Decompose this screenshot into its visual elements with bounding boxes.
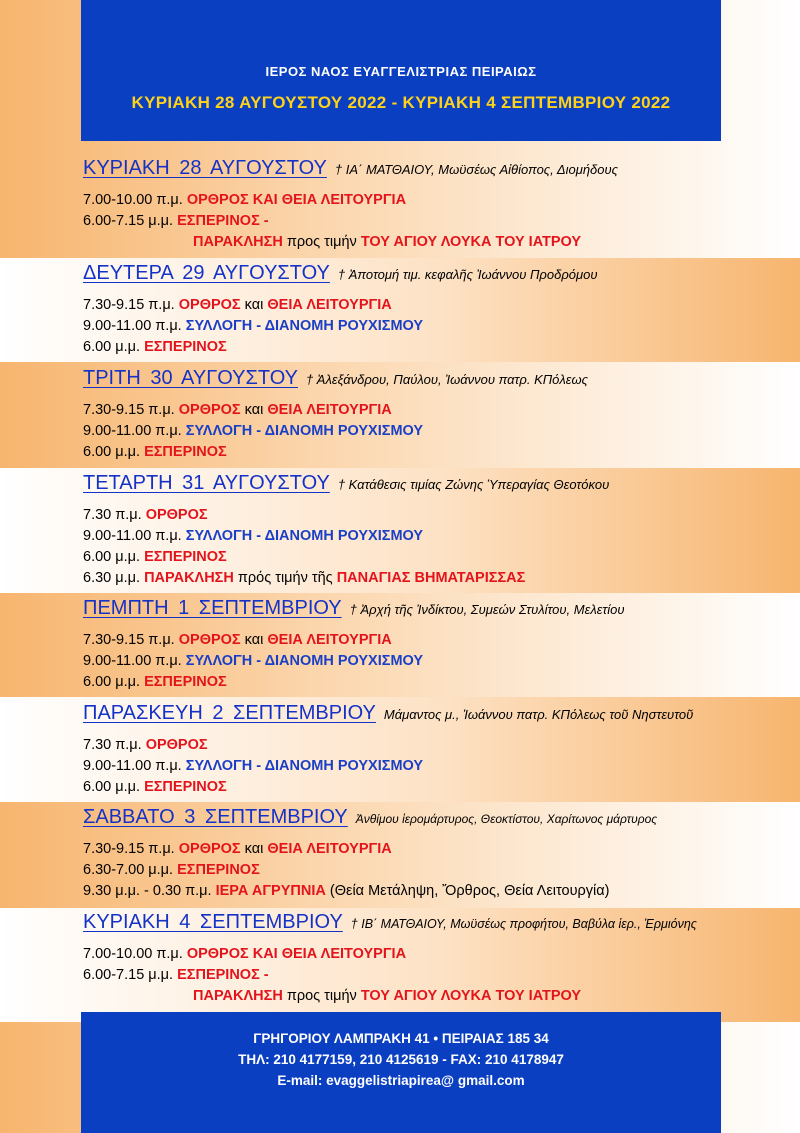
- service-name: ΘΕΙΑ ΛΕΙΤΟΥΡΓΙΑ: [267, 841, 392, 857]
- service-connector: και: [244, 632, 264, 648]
- service-name: ΙΕΡΑ ΑΓΡΥΠΝΙΑ: [215, 883, 326, 899]
- service-time: 7.30-9.15 π.μ.: [83, 402, 175, 418]
- service-connector: και: [244, 841, 264, 857]
- email: E-mail: evaggelistriapirea@ gmail.com: [277, 1073, 525, 1088]
- service-time: 7.30 π.μ.: [83, 507, 142, 523]
- service-time: 6.30 μ.μ.: [83, 570, 141, 586]
- service-line: [83, 946, 406, 962]
- service-time: 6.00 μ.μ.: [83, 674, 141, 690]
- service-name: ΕΣΠΕΡΙΝΟΣ -: [177, 213, 269, 229]
- service-name: ΕΣΠΕΡΙΝΟΣ: [144, 444, 227, 460]
- service-line: [83, 737, 208, 753]
- service-line: [83, 632, 392, 648]
- service-line: [83, 444, 227, 460]
- day-title: ΤΡΙΤΗ 30 ΑΥΓΟΥΣΤΟΥ: [83, 367, 298, 389]
- service-line: [83, 570, 525, 586]
- saints-of-day: † ΙΒ΄ ΜΑΤΘΑΙΟΥ, Μωϋσέως προφήτου, Βαβύλα ἱερ., Ἑρμιόνης: [350, 917, 697, 931]
- service-time: 9.00-11.00 π.μ.: [83, 758, 182, 774]
- day-title: ΚΥΡΙΑΚΗ 28 ΑΥΓΟΥΣΤΟΥ: [83, 157, 327, 179]
- service-line: [83, 549, 227, 565]
- service-line: [193, 234, 581, 250]
- phone-numbers: ΤΗΛ: 210 4177159, 210 4125619 - FAX: 210 4178947: [238, 1052, 564, 1067]
- service-name: ΣΥΛΛΟΓΗ - ΔΙΑΝΟΜΗ ΡΟΥΧΙΣΜΟΥ: [185, 653, 424, 669]
- service-time: 6.00 μ.μ.: [83, 444, 141, 460]
- service-time: 6.00-7.15 μ.μ.: [83, 967, 174, 983]
- service-name: ΕΣΠΕΡΙΝΟΣ: [177, 862, 260, 878]
- service-line: [83, 213, 269, 229]
- service-line: [83, 779, 227, 795]
- service-time: 7.30-9.15 π.μ.: [83, 297, 175, 313]
- service-time: 6.00-7.15 μ.μ.: [83, 213, 174, 229]
- service-time: 9.00-11.00 π.μ.: [83, 423, 182, 439]
- service-name: ΕΣΠΕΡΙΝΟΣ: [144, 549, 227, 565]
- service-name: ΘΕΙΑ ΛΕΙΤΟΥΡΓΙΑ: [267, 402, 392, 418]
- service-name: ΟΡΘΡΟΣ ΚΑΙ ΘΕΙΑ ΛΕΙΤΟΥΡΓΙΑ: [186, 946, 407, 962]
- service-name: ΟΡΘΡΟΣ: [178, 297, 241, 313]
- service-time: 6.00 μ.μ.: [83, 549, 141, 565]
- service-connector: προς τιμήν: [286, 988, 357, 1004]
- service-name: ΠΑΡΑΚΛΗΣΗ: [193, 988, 283, 1004]
- service-name: ΣΥΛΛΟΓΗ - ΔΙΑΝΟΜΗ ΡΟΥΧΙΣΜΟΥ: [185, 318, 424, 334]
- service-name: ΟΡΘΡΟΣ: [145, 737, 208, 753]
- service-time: 6.00 μ.μ.: [83, 779, 141, 795]
- saints-of-day: Μάμαντος μ., Ἰωάννου πατρ. ΚΠόλεως τοῦ Νηστευτοῦ: [383, 707, 694, 722]
- service-line: [83, 402, 392, 418]
- service-name: ΟΡΘΡΟΣ: [178, 841, 241, 857]
- service-name: ΟΡΘΡΟΣ: [178, 402, 241, 418]
- service-line: [83, 758, 423, 774]
- service-time: 7.00-10.00 π.μ.: [83, 946, 183, 962]
- service-time: 9.00-11.00 π.μ.: [83, 528, 182, 544]
- day-title: ΚΥΡΙΑΚΗ 4 ΣΕΠΤΕΜΒΡΙΟΥ: [83, 911, 343, 933]
- service-line: [83, 841, 392, 857]
- saints-of-day: Ἀνθίμου ἱερομάρτυρος, Θεοκτίστου, Χαρίτωνος μάρτυρος: [355, 812, 658, 826]
- saints-of-day: † Κατάθεσις τιμίας Ζώνης Ὑπεραγίας Θεοτόκου: [337, 477, 610, 492]
- service-time: 9.30 μ.μ. - 0.30 π.μ.: [83, 883, 212, 899]
- saints-of-day: † Ἀλεξάνδρου, Παύλου, Ἰωάννου πατρ. ΚΠόλεως: [305, 372, 588, 387]
- service-name: ΟΡΘΡΟΣ: [145, 507, 208, 523]
- service-line: [83, 674, 227, 690]
- day-title: ΔΕΥΤΕΡΑ 29 ΑΥΓΟΥΣΤΟΥ: [83, 262, 330, 284]
- service-name: ΕΣΠΕΡΙΝΟΣ: [144, 339, 227, 355]
- service-name: ΤΟΥ ΑΓΙΟΥ ΛΟΥΚΑ ΤΟΥ ΙΑΤΡΟΥ: [360, 234, 582, 250]
- service-name: ΠΑΡΑΚΛΗΣΗ: [144, 570, 234, 586]
- day-title: ΤΕΤΑΡΤΗ 31 ΑΥΓΟΥΣΤΟΥ: [83, 472, 330, 494]
- day-title: ΠΕΜΠΤΗ 1 ΣΕΠΤΕΜΒΡΙΟΥ: [83, 597, 342, 619]
- service-line: [83, 192, 406, 208]
- day-title: ΣΑΒΒΑΤΟ 3 ΣΕΠΤΕΜΒΡΙΟΥ: [83, 806, 348, 828]
- service-line: [83, 883, 609, 899]
- service-line: [193, 988, 581, 1004]
- service-name: ΣΥΛΛΟΓΗ - ΔΙΑΝΟΜΗ ΡΟΥΧΙΣΜΟΥ: [185, 423, 424, 439]
- service-name: ΕΣΠΕΡΙΝΟΣ: [144, 779, 227, 795]
- service-name: ΣΥΛΛΟΓΗ - ΔΙΑΝΟΜΗ ΡΟΥΧΙΣΜΟΥ: [185, 528, 424, 544]
- service-name: ΘΕΙΑ ΛΕΙΤΟΥΡΓΙΑ: [267, 297, 392, 313]
- service-line: [83, 339, 227, 355]
- saints-of-day: † ΙΑ΄ ΜΑΤΘΑΙΟΥ, Μωϋσέως Αἰθίοπος, Διομήδους: [334, 162, 618, 177]
- service-time: 6.00 μ.μ.: [83, 339, 141, 355]
- service-time: 7.30-9.15 π.μ.: [83, 632, 175, 648]
- church-name: ΙΕΡΟΣ ΝΑΟΣ ΕΥΑΓΓΕΛΙΣΤΡΙΑΣ ΠΕΙΡΑΙΩΣ: [265, 64, 537, 79]
- service-line: [83, 862, 260, 878]
- service-name: ΘΕΙΑ ΛΕΙΤΟΥΡΓΙΑ: [267, 632, 392, 648]
- service-name: ΠΑΡΑΚΛΗΣΗ: [193, 234, 283, 250]
- service-line: [83, 967, 269, 983]
- service-line: [83, 297, 392, 313]
- service-name: ΟΡΘΡΟΣ: [178, 632, 241, 648]
- service-connector: πρός τιμήν τῆς: [237, 570, 333, 586]
- schedule-period: ΚΥΡΙΑΚΗ 28 ΑΥΓΟΥΣΤΟΥ 2022 - ΚΥΡΙΑΚΗ 4 ΣΕΠΤΕΜΒΡΙΟΥ 2022: [131, 93, 671, 112]
- service-time: 7.30 π.μ.: [83, 737, 142, 753]
- service-name: ΕΣΠΕΡΙΝΟΣ: [144, 674, 227, 690]
- service-time: 7.30-9.15 π.μ.: [83, 841, 175, 857]
- service-line: [83, 507, 208, 523]
- service-time: 9.00-11.00 π.μ.: [83, 318, 182, 334]
- service-line: [83, 423, 423, 439]
- saints-of-day: † Ἀποτομή τιμ. κεφαλῆς Ἰωάννου Προδρόμου: [337, 267, 598, 282]
- service-line: [83, 318, 423, 334]
- address: ΓΡΗΓΟΡΙΟΥ ΛΑΜΠΡΑΚΗ 41 • ΠΕΙΡΑΙΑΣ 185 34: [253, 1031, 549, 1046]
- service-name: ΠΑΝΑΓΙΑΣ ΒΗΜΑΤΑΡΙΣΣΑΣ: [336, 570, 526, 586]
- service-name: ΤΟΥ ΑΓΙΟΥ ΛΟΥΚΑ ΤΟΥ ΙΑΤΡΟΥ: [360, 988, 582, 1004]
- footer-box: [81, 1012, 721, 1133]
- service-connector: προς τιμήν: [286, 234, 357, 250]
- service-connector: και: [244, 297, 264, 313]
- service-time: 7.00-10.00 π.μ.: [83, 192, 183, 208]
- day-title: ΠΑΡΑΣΚΕΥΗ 2 ΣΕΠΤΕΜΒΡΙΟΥ: [83, 702, 376, 724]
- service-time: 9.00-11.00 π.μ.: [83, 653, 182, 669]
- saints-of-day: † Ἀρχή τῆς Ἰνδίκτου, Συμεών Στυλίτου, Μελετίου: [349, 602, 625, 617]
- service-connector: και: [244, 402, 264, 418]
- service-line: [83, 653, 423, 669]
- service-name: ΟΡΘΡΟΣ ΚΑΙ ΘΕΙΑ ΛΕΙΤΟΥΡΓΙΑ: [186, 192, 407, 208]
- service-connector: (Θεία Μετάληψη, Ὄρθρος, Θεία Λειτουργία): [329, 883, 610, 899]
- header-box: [81, 0, 721, 141]
- service-name: ΣΥΛΛΟΓΗ - ΔΙΑΝΟΜΗ ΡΟΥΧΙΣΜΟΥ: [185, 758, 424, 774]
- service-line: [83, 528, 423, 544]
- service-name: ΕΣΠΕΡΙΝΟΣ -: [177, 967, 269, 983]
- service-time: 6.30-7.00 μ.μ.: [83, 862, 174, 878]
